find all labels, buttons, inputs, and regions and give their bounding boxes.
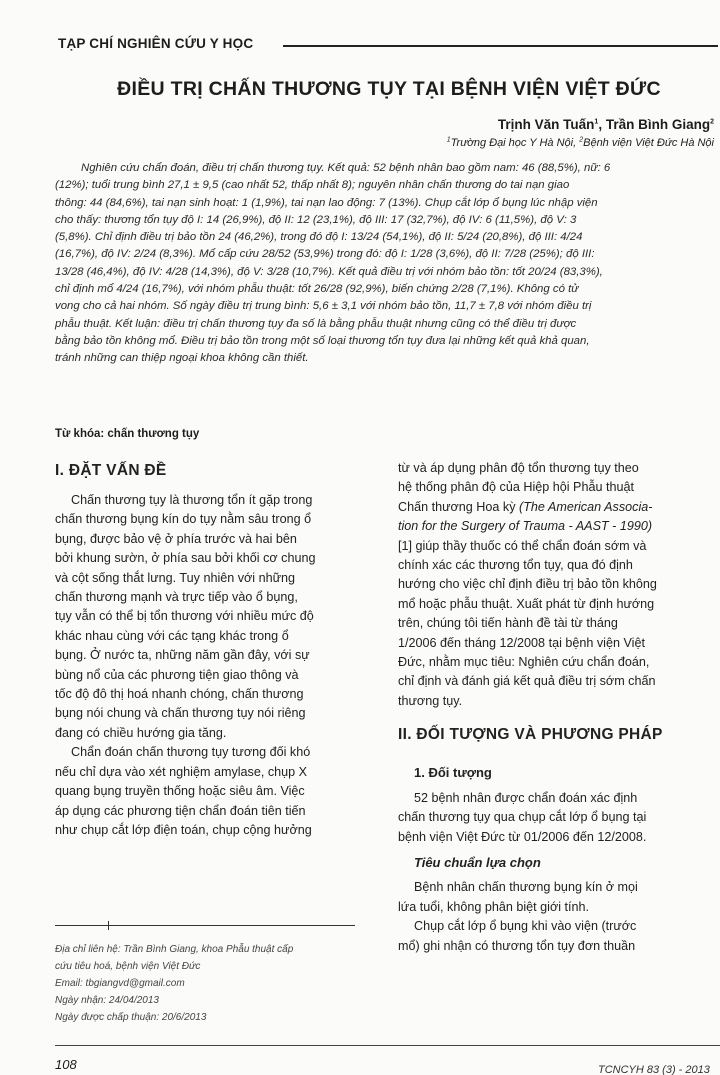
affil-1: Trường Đại học Y Hà Nội, (450, 137, 580, 149)
body-line: nếu chỉ dựa vào xét nghiệm amylase, chụp X (55, 764, 308, 779)
abstract-line: (5,8%). Chỉ định điều trị bảo tồn 24 (46,2%), trong đó độ I: 13/24 (54,1%), độ II: 5/24 (20,8%), độ III: 4/24 (55, 231, 583, 244)
author-2: Trần Bình Giang (605, 117, 711, 132)
section-heading: II. ĐỐI TƯỢNG VÀ PHƯƠNG PHÁP (398, 726, 663, 744)
body-line: chỉ định và đánh giá kết quả điều trị sớm chấn (398, 674, 656, 689)
body-line: quang bụng truyền thống hoặc siêu âm. Việc (55, 784, 305, 799)
body-line (398, 517, 718, 536)
body-line: [1] giúp thầy thuốc có thể chẩn đoán sớm và (398, 538, 647, 553)
body-line: bùng nổ của các phương tiện giao thông và (55, 667, 299, 682)
body-line: Chụp cắt lớp ổ bụng khi vào viện (trước (414, 919, 637, 934)
body-line: bởi khung sườn, ở phía sau bởi khối cơ chung (55, 551, 316, 566)
body-line: bụng. Ở nước ta, những năm gần đây, với sự (55, 648, 310, 663)
body-line: 1/2006 đến tháng 12/2008 tại bệnh viện Việt (398, 635, 645, 650)
page-number: 108 (55, 1057, 77, 1072)
body-line: trên, chúng tôi tiến hành đề tài từ tháng (398, 616, 618, 631)
body-line: 52 bệnh nhân được chẩn đoán xác định (414, 790, 638, 805)
body-line: bụng, được bảo vệ ở phía trước và hai bên (55, 531, 297, 546)
body-line: mổ) ghi nhận có thương tổn tụy đơn thuần (398, 938, 636, 953)
affiliations (447, 137, 714, 149)
footer-rule (55, 1045, 720, 1046)
body-text-italic: (The American Associa- (519, 499, 653, 514)
body-line: tụy vẫn có thể bị tổn thương với nhiều mức độ (55, 609, 314, 624)
footnote-line: Ngày được chấp thuận: 20/6/2013 (55, 1012, 207, 1023)
footnote-rule-mark (108, 921, 109, 930)
body-line: mổ hoặc phẫu thuật. Xuất phát từ định hướng (398, 596, 655, 611)
affil-1-sup: 1 (446, 136, 451, 144)
abstract-line: (16,7%), độ IV: 2/24 (8,3%). Mổ cấp cứu 28/52 (53,9%) trong đó: độ I: 1/28 (3,6%), độ II: 7/28 (25%); độ III: (55, 248, 595, 261)
footnote-rule (55, 925, 355, 926)
footnote-email: Email: tbgiangvd@gmail.com (55, 978, 185, 989)
body-line: chấn thương bụng kín do tụy nằm sâu trong ổ (55, 512, 312, 527)
body-line: Bệnh nhân chấn thương bụng kín ở mọi (414, 880, 638, 895)
abstract-line: bằng bảo tồn không mổ. Điều trị bảo tồn trong một số loại thương tổn tụy đưa lại những kết quả khả quan, (55, 334, 590, 347)
affil-2: Bệnh viện Việt Đức Hà Nội (583, 137, 714, 149)
body-line: như chụp cắt lớp điện toán, chụp cộng hưởng (55, 822, 312, 837)
author-1: Trịnh Văn Tuấn (497, 117, 595, 132)
sub-heading: 1. Đối tượng (414, 765, 492, 781)
body-line: lứa tuổi, không phân biệt giới tính. (398, 899, 590, 914)
left-column (55, 459, 377, 840)
journal-footer: TCNCYH 83 (3) - 2013 (598, 1064, 710, 1075)
right-column (398, 459, 718, 956)
body-line (398, 498, 718, 517)
affil-2-sup: 2 (579, 136, 584, 144)
body-line: bụng nói chung và chấn thương tụy nói riêng (55, 706, 306, 721)
footnote-line: Địa chỉ liên hệ: Trần Bình Giang, khoa Phẫu thuật cấp (55, 944, 294, 955)
section-heading: I. ĐẶT VẤN ĐỀ (55, 462, 167, 479)
body-line: tốc độ đô thị hoá nhanh chóng, chấn thương (55, 687, 304, 702)
author-2-sup: 2 (710, 118, 714, 126)
body-line: hệ thống phân độ của Hiệp hội Phẫu thuật (398, 480, 634, 495)
journal-name: TẠP CHÍ NGHIÊN CỨU Y HỌC (58, 36, 254, 51)
footnote-line: Ngày nhận: 24/04/2013 (55, 995, 159, 1006)
body-line: Chẩn đoán chấn thương tụy tương đối khó (71, 745, 311, 760)
body-line: và cột sống thắt lưng. Tuy nhiên với những (55, 570, 296, 585)
footnote-line: cứu tiêu hoá, bệnh viện Việt Đức (55, 961, 201, 972)
abstract-line: (12%); tuổi trung bình 27,1 ± 9,5 (cao nhất 52, thấp nhất 8); nguyên nhân chấn thương do tai nạn giao (55, 179, 570, 192)
body-line: hướng cho việc chỉ định điều trị bảo tồn không (398, 577, 657, 592)
abstract-line: 13/28 (46,4%), độ IV: 4/28 (14,3%), độ V: 3/28 (10,7%). Kết quả điều trị với nhóm bảo tồn: tốt 20/24 (83,3%), (55, 265, 603, 278)
body-line: từ và áp dụng phân độ tổn thương tụy theo (398, 461, 639, 475)
body-line: Chấn thương tụy là thương tổn ít gặp trong (71, 493, 313, 507)
authors (498, 117, 714, 132)
journal-header (58, 36, 718, 56)
body-line: đang có chiều hướng gia tăng. (55, 725, 227, 740)
body-line: thương tụy. (398, 693, 463, 708)
body-line: chấn thương tụy qua chụp cắt lớp ổ bụng tại (398, 810, 647, 825)
header-rule (283, 45, 718, 47)
body-text-italic: tion for the Surgery of Trauma - AAST - 1990) (398, 519, 653, 534)
sub-heading: Tiêu chuẩn lựa chọn (414, 854, 541, 870)
footnotes (55, 941, 293, 1026)
abstract-line: tránh những can thiệp ngoại khoa không cần thiết. (55, 352, 309, 365)
body-line: khác nhau cùng với các tạng khác trong ổ (55, 628, 289, 643)
article-title: ĐIỀU TRỊ CHẤN THƯƠNG TỤY TẠI BỆNH VIỆN VIỆT ĐỨC (117, 78, 661, 100)
body-line: chấn thương mạnh và trực tiếp vào ổ bụng, (55, 590, 298, 605)
author-1-sup: 1 (594, 118, 599, 126)
abstract-line: Nghiên cứu chẩn đoán, điều trị chấn thương tụy. Kết quả: 52 bệnh nhân bao gồm nam: 46 (88,5%), nữ: 6 (81, 162, 611, 174)
abstract-line: phẫu thuật. Kết luận: điều trị chấn thương tụy đa số là bằng phẫu thuật nhưng cũng có thể điều trị được (55, 317, 577, 330)
body-line: Đức, nhằm mục tiêu: Nghiên cứu chẩn đoán, (398, 655, 650, 670)
body-line: bệnh viện Việt Đức từ 01/2006 đến 12/2008. (398, 829, 647, 844)
author-separator: , (598, 117, 606, 132)
keywords: Từ khóa: chấn thương tụy (55, 428, 200, 440)
body-line: áp dụng các phương tiện chẩn đoán tiên tiến (55, 803, 306, 818)
abstract-line: cho thấy: thương tổn tụy độ I: 14 (26,9%), độ II: 12 (23,1%), độ III: 17 (32,7%), độ IV: 6 (11,5%), độ V: 3 (55, 213, 577, 226)
abstract-line: vong cho cả hai nhóm. Số ngày điều trị trung bình: 5,6 ± 3,1 với nhóm bảo tồn, 11,7 ± 7,8 với nhóm điều trị (55, 300, 592, 313)
body-line: chính xác các thương tổn tụy, qua đó định (398, 558, 633, 573)
abstract-line: thông: 44 (84,6%), tai nạn sinh hoạt: 1 (1,9%), tai nạn lao động: 7 (13%). Chụp cắt lớp ổ bụng lúc nhập viện (55, 196, 598, 209)
abstract (55, 160, 715, 368)
abstract-line: chỉ định mổ 4/24 (16,7%), với nhóm phẫu thuật: tốt 26/28 (92,9%), biến chứng 2/28 (7,1%). Không có tử (55, 283, 579, 296)
body-text: Chấn thương Hoa kỳ (398, 499, 519, 514)
